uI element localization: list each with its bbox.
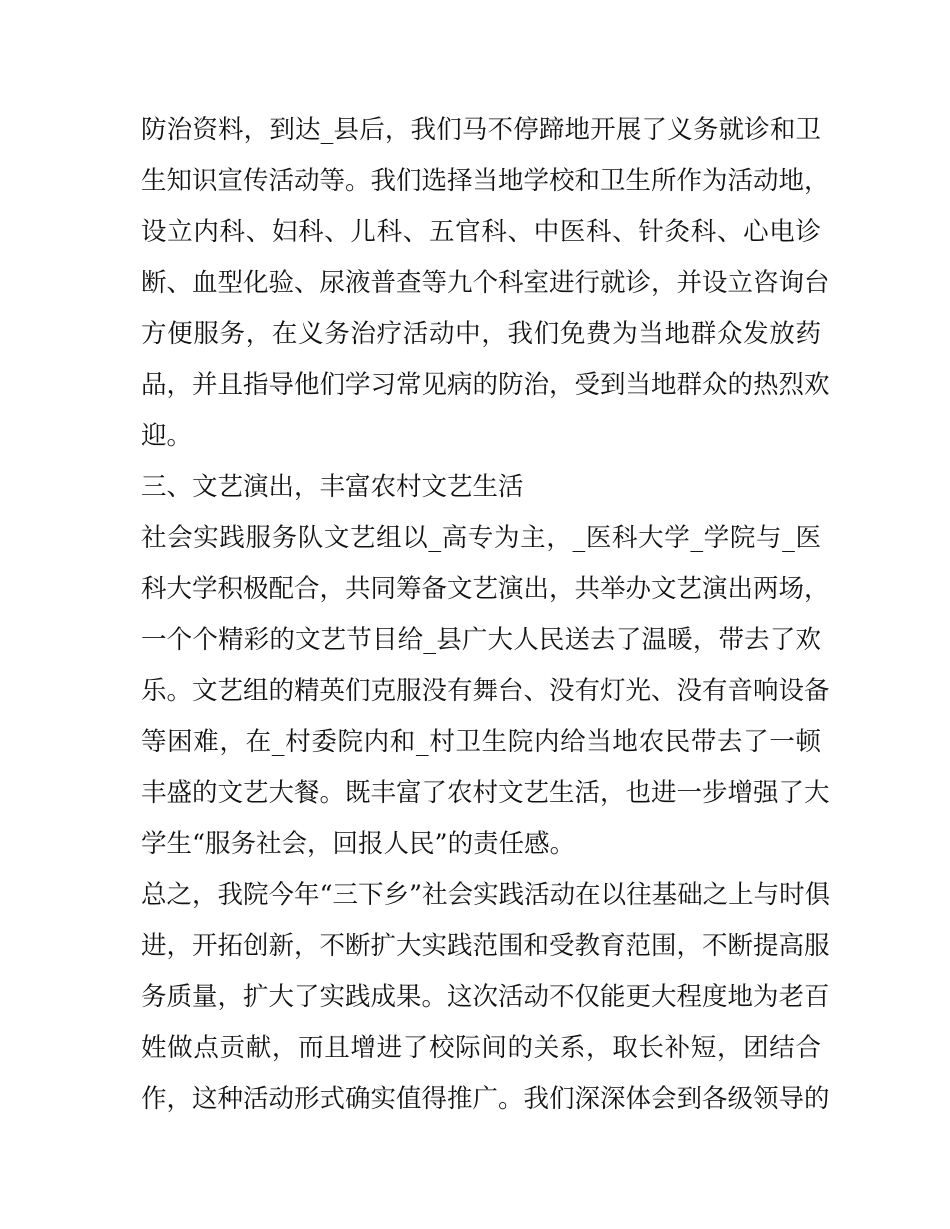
text-line: 防治资料，到达_县后，我们马不停蹄地开展了义务就诊和卫 (141, 115, 821, 145)
text-line: 作，这种活动形式确实值得推广。我们深深体会到各级领导的 (141, 1084, 830, 1114)
text-line: 品，并且指导他们学习常见病的防治，受到当地群众的热烈欢 (141, 370, 830, 400)
text-line: 科大学积极配合，共同筹备文艺演出，共举办文艺演出两场， (141, 574, 830, 604)
text-line: 姓做点贡献，而且增进了校际间的关系，取长补短，团结合 (141, 1033, 821, 1063)
text-line: 学生“服务社会，回报人民”的责任感。 (141, 829, 576, 859)
document-body (141, 105, 831, 1125)
text-line: 等困难，在_村委院内和_村卫生院内给当地农民带去了一顿 (141, 727, 821, 757)
text-line: 进，开拓创新，不断扩大实践范围和受教育范围，不断提高服 (141, 931, 830, 961)
text-line: 丰盛的文艺大餐。既丰富了农村文艺生活，也进一步增强了大 (141, 778, 830, 808)
text-line: 乐。文艺组的精英们克服没有舞台、没有灯光、没有音响设备 (141, 676, 830, 706)
text-line: 社会实践服务队文艺组以_高专为主，_医科大学_学院与_医 (141, 523, 821, 553)
text-line: 一个个精彩的文艺节目给_县广大人民送去了温暖，带去了欢 (141, 625, 821, 655)
text-line: 断、血型化验、尿液普查等九个科室进行就诊，并设立咨询台 (141, 268, 830, 298)
text-line: 务质量，扩大了实践成果。这次活动不仅能更大程度地为老百 (141, 982, 830, 1012)
text-line: 迎。 (141, 421, 193, 451)
section-heading: 三、文艺演出，丰富农村文艺生活 (141, 472, 524, 502)
text-line: 总之，我院今年“三下乡”社会实践活动在以往基础之上与时俱 (141, 880, 831, 910)
text-line: 设立内科、妇科、儿科、五官科、中医科、针灸科、心电诊 (141, 217, 821, 247)
text-line: 方便服务，在义务治疗活动中，我们免费为当地群众发放药 (141, 319, 821, 349)
text-line: 生知识宣传活动等。我们选择当地学校和卫生所作为活动地， (141, 166, 830, 196)
